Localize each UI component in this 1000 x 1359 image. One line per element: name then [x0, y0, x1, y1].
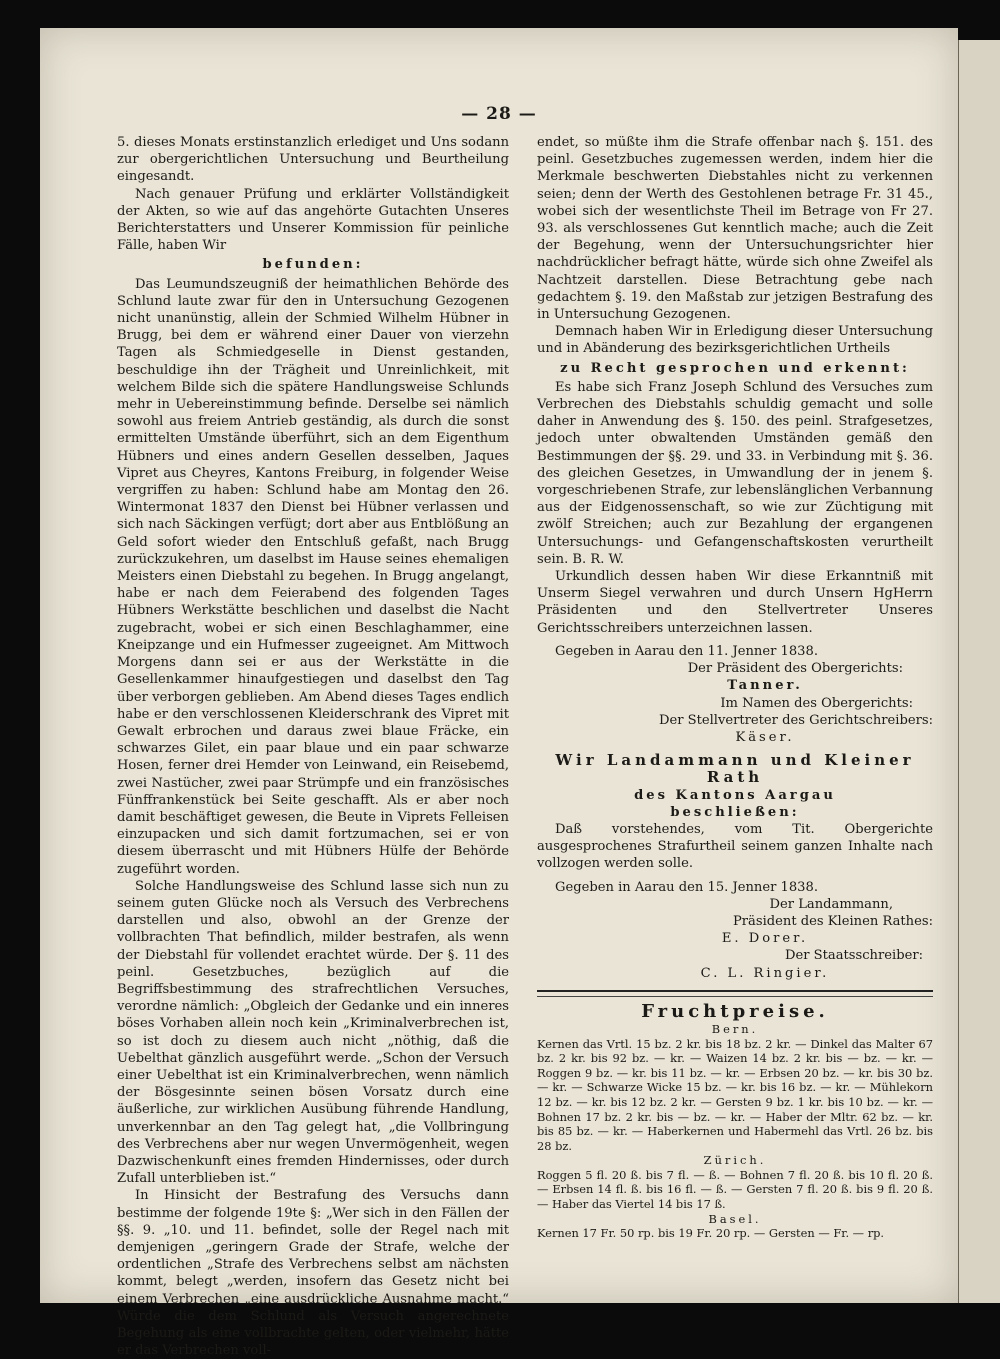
council-title-1: Wir Landammann und Kleiner Rath: [555, 751, 915, 787]
page-number: — 28 —: [461, 104, 537, 124]
zurich-prices: Roggen 5 fl. 20 ß. bis 7 fl. — ß. — Bohnen 7 fl. 20 ß. bis 10 fl. 20 ß. — Erbsen 14 fl. ß. bis 16 fl. — ß. — Gersten 7 fl. 20 ß. bis 9 fl. 20 ß. — Haber das Viertel 14 bis 17 ß.: [537, 1167, 933, 1212]
right-column: [537, 134, 933, 1241]
left-paragraph-5: In Hinsicht der Bestrafung des Versuchs dann bestimme der folgende 19te §: „Wer sich in den Fällen der §§. 9. „10. und 11. befindet, solle der Regel nach mit demjenigen „geringern Grade der Strafe, welche der ordentlichen „Strafe des Verbrechens selbst am nächsten kommt, belegt „werden, insofern das Gesetz nicht bei einem Verbrechen „eine ausdrückliche Ausnahme macht.“ Würde die dem Schlund als Versuch angerechnete Begehung als eine vollbrachte gelten, oder vielmehr, hätte er das Verbrechen voll-: [117, 1188, 509, 1359]
signature-secretary-title: Der Staatsschreiber:: [785, 948, 923, 964]
bern-heading: Bern.: [711, 1021, 759, 1036]
signature-landammann-title: Der Landammann,: [769, 896, 893, 912]
basel-prices: Kernen 17 Fr. 50 rp. bis 19 Fr. 20 rp. — Gersten — Fr. — rp.: [537, 1226, 885, 1241]
signature-secretary-name: C. L. Ringier.: [700, 965, 830, 981]
section-divider: [537, 990, 933, 992]
signature-deputy-title: Der Stellvertreter des Gerichtschreibers:: [658, 712, 933, 728]
left-paragraph-3: Das Leumundszeugniß der heimathlichen Behörde des Schlund laute zwar für den in Untersuchung Gezogenen nicht unanünstig, allein der Schmied Wilhelm Hübner in Brugg, bei dem er während einer Dauer von vierzehn Tagen als Schmiedgeselle in Dienst gestanden, beschuldige ihn der Trägheit und Unreinlichkeit, mit welchem Bilde sich die spätere Handlungsweise Schlunds mehr in Uebereinstimmung befinde. Derselbe sei nämlich sowohl aus freiem Antrieb geständig, als durch die sonst ermittelten Umstände überführt, sich an dem Eigenthum Hübners und eines andern Gesellen desselben, Jaques Vipret aus Cheyres, Kantons Freiburg, in folgender Weise vergriffen zu haben: Schlund habe am Montag den 26. Wintermonat 1837 den Dienst bei Hübner verlassen und sich nach Säckingen verfügt; dort aber aus Entblößung an Geld sofort wieder den Entschluß gefaßt, nach Brugg zurückzukehren, um daselbst im Hause seines ehemaligen Meisters einen Diebstahl zu begehen. In Brugg angelangt, habe er nach dem Feierabend des folgenden Tages Hübners Werkstätte beschlichen und daselbst die Nacht zugebracht, wobei er sich einen Beschlaghammer, eine Kneipzange und ein Hufmesser zugeeignet. Am Mittwoch Morgens dann sei er aus der Werkstätte in die Gesellenkammer hinaufgestiegen und daselbst den Tag über verborgen geblieben. Am Abend dieses Tages endlich habe er den verschlossenen Kleiderschrank des Vipret mit Gewalt erbrochen und daraus zwei blaue Fräcke, ein schwarzes Gilet, ein paar blaue und ein paar schwarze Hosen, ferner drei Hemder von Leinwand, ein Reisebemd, zwei Nastücher, zwei paar Strümpfe und ein französisches Fünffrankenstück bei Seite geschafft. Als er aber noch damit beschäftiget gewesen, die Beute in Viprets Felleisen einzupacken und sich damit fortzumachen, sei er von diesem überrascht und mit Hübners Hülfe der Behörde zugeführt worden.: [117, 276, 509, 877]
signature-landammann-name: E. Dorer.: [721, 931, 809, 947]
basel-heading: Basel.: [708, 1211, 762, 1226]
signature-deputy-name: Käser.: [735, 729, 795, 745]
date-1: Gegeben in Aarau den 11. Jenner 1838.: [555, 643, 819, 659]
adjacent-page-edge: [958, 40, 1000, 1303]
left-column: [117, 134, 509, 1359]
zurich-heading: Zürich.: [703, 1153, 767, 1168]
page-sheet: [40, 28, 958, 1359]
befunden-heading: befunden:: [262, 257, 364, 273]
left-paragraph-1: 5. dieses Monats erstinstanzlich erlediget und Uns sodann zur obergerichtlichen Untersuchung und Beurtheilung eingesandt.: [117, 135, 509, 185]
right-paragraph-5: Daß vorstehendes, vom Tit. Obergerichte ausgesprochenes Strafurtheil seinem ganzen Inhalte nach vollzogen werden solle.: [537, 821, 933, 872]
right-paragraph-4: Urkundlich dessen haben Wir diese Erkanntniß mit Unserm Siegel verwahren und durch Unsern HgHerrn Präsidenten und den Stellvertreter Unseres Gerichtsschreibers unterzeichnen lassen.: [537, 569, 933, 636]
prices-heading: Fruchtpreise.: [641, 1000, 829, 1022]
council-title-3: beschließen:: [670, 804, 800, 820]
right-paragraph-2: Demnach haben Wir in Erledigung dieser Untersuchung und in Abänderung des bezirksgerichtlichen Urtheils: [537, 324, 933, 357]
signature-court-title: Im Namen des Obergerichts:: [720, 695, 913, 711]
right-paragraph-3: Es habe sich Franz Joseph Schlund des Versuches zum Verbrechen des Diebstahls schuldig gemacht und solle daher in Anwendung des §. 150. des peinl. Strafgesetzes, jedoch unter obwaltenden Umständen gemäß den Bestimmungen der §§. 29. und 33. in Verbindung mit §. 36. des gleichen Gesetzes, in Umwandlung der in jenem §. vorgeschriebenen Strafe, zur lebenslänglichen Verbannung aus der Eidgenossenschaft, so wie zur Züchtigung mit zwölf Streichen; auch zur Bezahlung der ergangenen Untersuchungs- und Gefangenschaftskosten verurtheilt sein. B. R. W.: [537, 379, 933, 567]
right-paragraph-1: endet, so müßte ihm die Strafe offenbar nach §. 151. des peinl. Gesetzbuches zugemessen werden, indem hier die Merkmale beschwerten Diebstahles nicht zu verkennen seien; denn der Werth des Gestohlenen betrage Fr. 31 45., wobei sich der wesentlichste Theil im Betrage von Fr 27. 93. als verschlossenes Gut kenntlich mache; auch die Zeit der Begehung, wenn der Untersuchungsrichter hier nachdrücklicher befragt hätte, würde sich ohne Zweifel als Nachtzeit darstellen. Diese Betrachtung gebe nach gedachtem §. 19. den Maßstab zur jetzigen Bestrafung des in Untersuchung Gezogenen.: [537, 135, 933, 323]
left-paragraph-2: Nach genauer Prüfung und erklärter Vollständigkeit der Akten, so wie auf das angehörte Gutachten Unseres Berichterstatters und Unserer Kommission für peinliche Fälle, haben Wir: [117, 186, 509, 254]
prices-section: [537, 1022, 933, 1241]
verdict-heading: zu Recht gesprochen und erkennt:: [560, 360, 910, 376]
signature-council-president-title: Präsident des Kleinen Rathes:: [732, 913, 933, 929]
left-paragraph-4: Solche Handlungsweise des Schlund lasse sich nun zu seinem guten Glücke noch als Versuch des Verbrechens darstellen und also, obwohl an der Grenze der vollbrachten That befindlich, milder bestrafen, als wenn der Diebstahl für vollendet erachtet würde. Der §. 11 des peinl. Gesetzbuches, bezüglich auf die Begriffsbestimmung des strafrechtlichen Versuches, verordne nämlich: „Obgleich der Gedanke und ein inneres böses Vorhaben allein noch kein „Kriminalverbrechen ist, so ist doch zu diesem auch nicht „nöthig, daß die Uebelthat gänzlich ausgeführt werde. „Schon der Versuch einer Uebelthat ist ein Kriminalverbrechen, wenn nämlich der Bösgesinnte seinen bösen Vorsatz durch eine äußerliche, zur wirklichen Ausübung führende Handlung, unverkennbar an den Tag gelegt hat, „die Vollbringung des Verbrechens aber nur wegen Unvermögenheit, wegen Dazwischenkunft eines fremden Hindernisses, oder durch Zufall unterblieben ist.“: [117, 878, 509, 1187]
section-divider-thin: [537, 996, 933, 997]
bern-prices: Kernen das Vrtl. 15 bz. 2 kr. bis 18 bz. 2 kr. — Dinkel das Malter 67 bz. 2 kr. bis 92 bz. — kr. — Waizen 14 bz. 2 kr. bis — bz. — kr. — Roggen 9 bz. — kr. bis 11 bz. — kr. — Erbsen 20 bz. — kr. bis 30 bz. — kr. — Schwarze Wicke 15 bz. — kr. bis 16 bz. — kr. — Mühlekorn 12 bz. — kr. bis 12 bz. 2 kr. — Gersten 9 bz. 1 kr. bis 10 bz. — kr. — Bohnen 17 bz. 2 kr. bis — bz. — kr. — Haber der Mltr. 62 bz. — kr. bis 85 bz. — kr. — Haberkernen und Habermehl das Vrtl. 26 bz. bis 28 bz.: [537, 1036, 933, 1153]
signature-president-title: Der Präsident des Obergerichts:: [687, 661, 903, 677]
council-title-2: des Kantons Aargau: [634, 787, 836, 803]
date-2: Gegeben in Aarau den 15. Jenner 1838.: [555, 879, 819, 895]
signature-president-name: Tanner.: [727, 678, 803, 694]
